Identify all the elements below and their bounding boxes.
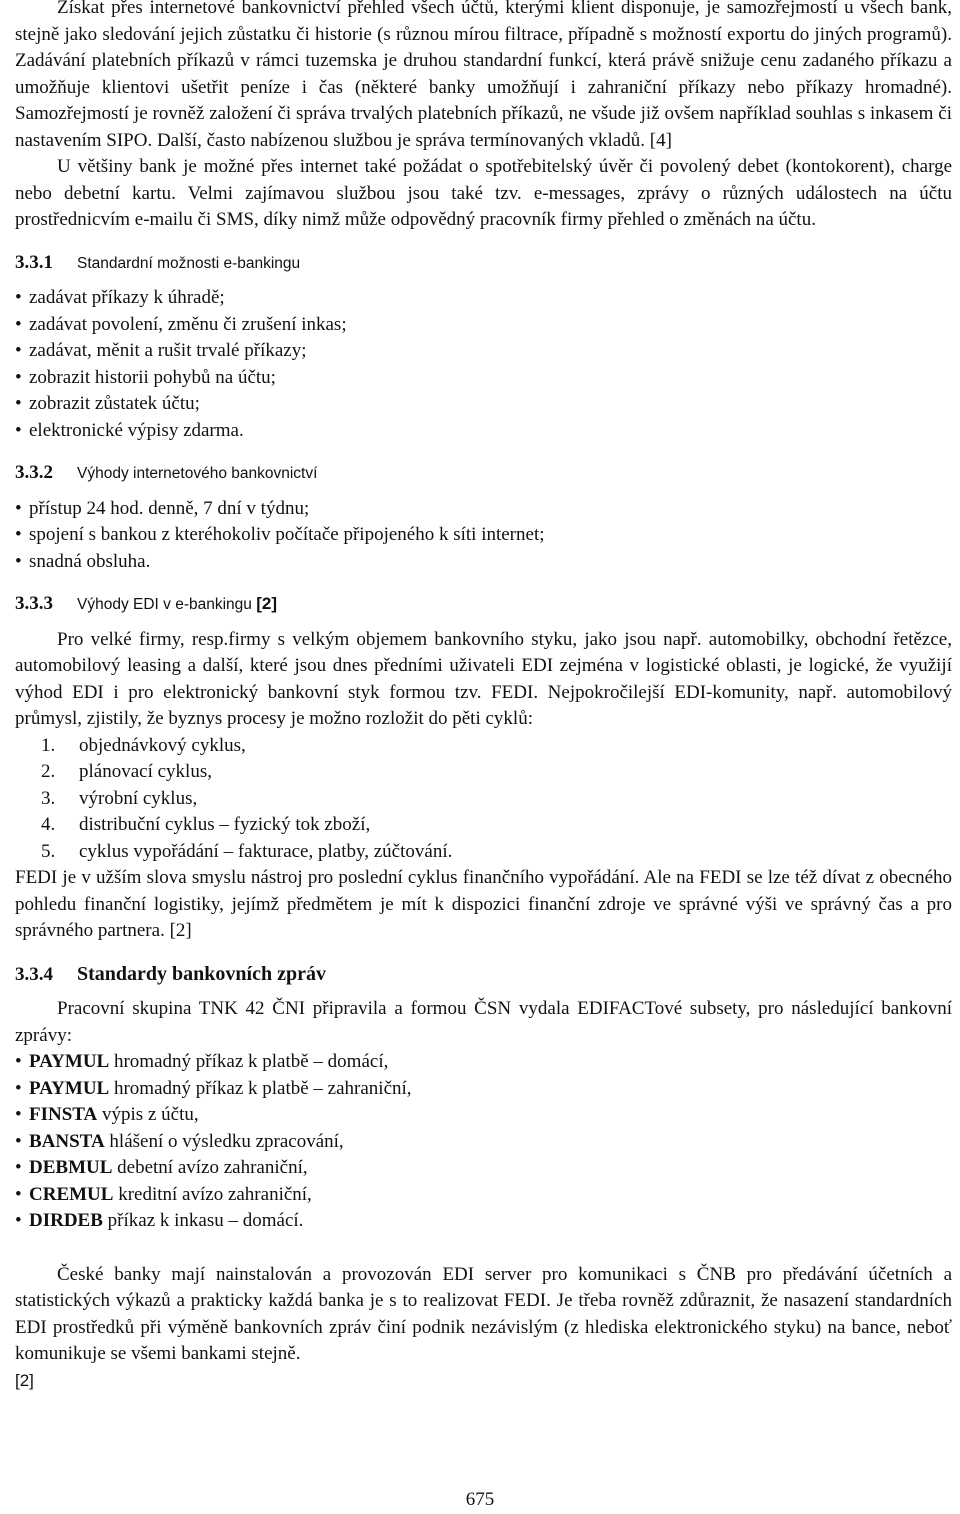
list-item: • přístup 24 hod. denně, 7 dní v týdnu; [15,496,952,523]
list-item: 5. cyklus vypořádání – fakturace, platby, zúčtování. [41,840,453,862]
fedi-paragraph: FEDI je v užším slova smyslu nástroj pro poslední cyklus finančního vypořádání. Ale na FEDI se lze též dívat z obecného pohledu finanční logistiky, jejímž předmětem je mít k dispozici finanční zdroje ve správné výši ve správný čas a pro správného partnera. [2] [15,867,952,941]
message-code: DIRDEB [29,1210,103,1231]
second-paragraph: U většiny bank je možné přes internet také požádat o spotřebitelský úvěr či povolený debet (kontokorent), charge nebo debetní kartu. Velmi zajímavou službou jsou také tzv. e-messages, zprávy o různých událostech na účtu prostřednicvím e-mailu či SMS, díky nimž může odpovědný pracovník firmy přehled o změnách na účtu. [15,156,952,230]
list-item: 2. plánovací cyklus, [41,761,212,782]
message-code: PAYMUL [29,1077,110,1099]
section-number: 3.3.2 [15,462,53,483]
message-code: FINSTA [29,1104,98,1125]
list-item: • spojení s bankou z kteréhokoliv počítače připojeného k síti internet; [15,522,952,549]
message-code: CREMUL [29,1183,114,1205]
list-item: • PAYMUL hromadný příkaz k platbě – domácí, [15,1049,952,1076]
list-item: • snadná obsluha. [15,549,952,576]
list-item: 3. výrobní cyklus, [41,787,198,809]
section-number: 3.3.4 [15,963,53,985]
intro-paragraph: Získat přes internetové bankovnictví přehled všech účtů, kterými klient disponuje, je samozřejmostí u všech bank, stejně jako sledování jejich zůstatku či historie (s různou mírou filtrace, případně s možností exportu do jiných programů). Zadávání platebních příkazů v rámci tuzemska je druhou standardní funkcí, která právě snižuje cenu zadaného příkazu a umožňuje klientovi ušetřit peníze i čas (některé banky umožňují i zahraniční příkazy nebo příkazy hromadné). Samozřejmostí je rovněž založení či správa trvalých platebních příkazů, ne všude již ovšem například souhlas s inkasem či nastavením SIPO. Další, často nabízenou službou je správa termínovaných vkladů. [4] [15,0,952,151]
closing-paragraph: České banky mají nainstalován a provozován EDI server pro komunikaci s ČNB pro předávání účetních a statistických výkazů a prakticky každá banka je s to realizovat FEDI. Je třeba rovněž zdůraznit, že nasazení standardních EDI prostředků při výměně bankovních zpráv činí podnik nezávislým (z hlediska elektronického styku) na bance, neboť komunikuje se všemi bankami stejně. [2] [15,1263,952,1390]
section-number: 3.3.3 [15,593,53,614]
list-item: • DEBMUL debetní avízo zahraniční, [15,1155,952,1182]
section-heading-334 [15,961,952,989]
section-title: Výhody internetového bankovnictví [77,465,318,482]
section-title: Standardy bankovních zpráv [77,962,326,985]
edi-paragraph: Pro velké firmy, resp.firmy s velkým objemem bankovního styku, jako jsou např. automobilky, obchodní řetězce, automobilový leasing a další, které jsou dnes předními uživateli EDI zejména v logistické oblasti, je logické, že využijí výhod EDI i pro elektronický bankovní styk formou tzv. FEDI. Nejpokročilejší EDI-komunity, např. automobilový průmysl, zjistily, že byznys procesy je možno rozložit do pěti cyklů: [15,628,952,729]
section-title: Výhody EDI v e-bankingu [2] [77,594,277,613]
document-page [15,0,952,1394]
section-heading-331 [15,250,952,278]
list-item: • zadávat příkazy k úhradě; [15,285,952,312]
list-item: • elektronické výpisy zdarma. [15,418,952,445]
section-title: Standardní možnosti e-bankingu [77,254,301,272]
section-heading-332 [15,460,952,488]
list-item: 1. objednávkový cyklus, [41,734,246,756]
bullet-list-standard [15,285,952,444]
section-heading-333 [15,591,952,619]
section-number: 3.3.1 [15,251,53,273]
list-item: • zobrazit zůstatek účtu; [15,391,952,418]
list-item: • FINSTA výpis z účtu, [15,1102,952,1129]
list-item: • zobrazit historii pohybů na účtu; [15,365,952,392]
list-item: • BANSTA hlášení o výsledku zpracování, [15,1129,952,1156]
cycle-list [15,733,952,866]
message-code: PAYMUL [29,1051,110,1072]
standards-paragraph: Pracovní skupina TNK 42 ČNI připravila a formou ČSN vydala EDIFACTové subsety, pro následující bankovní zprávy: [15,998,952,1046]
list-item: • zadávat povolení, změnu či zrušení inkas; [15,312,952,339]
list-item: • zadávat, měnit a rušit trvalé příkazy; [15,338,952,365]
citation-ref: [2] [256,594,277,613]
message-code: BANSTA [29,1130,105,1152]
list-item: • PAYMUL hromadný příkaz k platbě – zahraniční, [15,1076,952,1103]
message-code: DEBMUL [29,1157,113,1178]
bullet-list-advantages [15,496,952,576]
citation-ref: [2] [15,1370,34,1390]
list-item: 4. distribuční cyklus – fyzický tok zboží, [41,814,371,835]
list-item: • CREMUL kreditní avízo zahraniční, [15,1182,952,1209]
page-number: 675 [465,1489,495,1510]
list-item: • DIRDEB příkaz k inkasu – domácí. [15,1208,952,1235]
message-list [15,1049,952,1235]
